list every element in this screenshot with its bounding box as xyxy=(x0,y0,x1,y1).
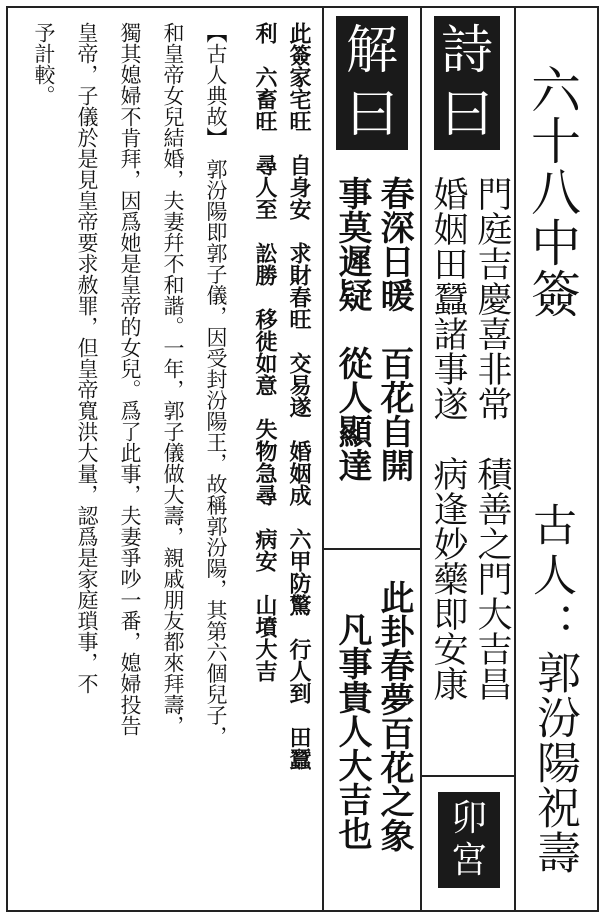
hexagram-line: 此卦春夢百花之象 xyxy=(374,580,414,852)
predictions xyxy=(247,22,315,902)
fortune-title: 六十八中簽 xyxy=(523,64,581,319)
poem-header xyxy=(434,16,500,150)
divider-title xyxy=(514,7,516,912)
interpret-line: 春深日暖 百花自開 xyxy=(374,176,414,482)
story-line: 獨其媳婦不肯拜，因爲她是皇帝的女兒。爲了此事，夫妻爭吵一番，媳婦投告 xyxy=(118,22,142,736)
story-line: 皇帝，子儀於是見皇帝要求赦罪，但皇帝寬洪大量，認爲是家庭瑣事，不 xyxy=(75,22,99,694)
ancient-story xyxy=(22,22,237,902)
ancient-name: 郭汾陽祝壽 xyxy=(529,650,580,875)
interpret-lines xyxy=(331,176,415,546)
story-line: 予計較。 xyxy=(32,22,56,106)
hexagram-lines xyxy=(331,580,415,910)
divider-hexagram xyxy=(323,548,420,550)
palace-char-2: 宮 xyxy=(450,840,487,881)
poem-header-char-1: 詩 xyxy=(440,21,493,81)
story-line: 【古人典故】 郭汾陽即郭子儀，因受封汾陽王，故稱郭汾陽，其第六個兒子， xyxy=(204,22,228,747)
poem-header-char-2: 曰 xyxy=(440,85,493,145)
prediction-line: 此簽家宅旺 自身安 求財春旺 交易遂 婚姻成 六甲防驚 行人到 田蠶 xyxy=(286,22,311,770)
poem-line: 婚姻田蠶諸事遂 病逢妙藥即安康 xyxy=(428,176,468,701)
interpret-line: 事莫遲疑 從人顯達 xyxy=(332,176,372,482)
divider-interpret xyxy=(322,7,324,912)
palace-badge xyxy=(438,792,500,888)
prediction-line: 利 六畜旺 尋人至 訟勝 移徙如意 失物急尋 病安 山墳大吉 xyxy=(252,22,277,682)
interpret-header-char-1: 解 xyxy=(345,21,398,81)
ancient-label: 古人： xyxy=(525,502,576,652)
poem-lines xyxy=(426,176,514,776)
story-line: 和皇帝女兒結婚，夫妻幷不和諧。一年，郭子儀做大壽，親戚朋友都來拜壽， xyxy=(161,22,185,736)
poem-line: 門庭吉慶喜非常 積善之門大吉昌 xyxy=(472,176,512,701)
hexagram-line: 凡事貴人大吉也 xyxy=(332,612,372,850)
palace-char-1: 卯 xyxy=(450,798,487,839)
interpret-header-char-2: 曰 xyxy=(345,85,398,145)
interpret-header xyxy=(336,16,408,150)
